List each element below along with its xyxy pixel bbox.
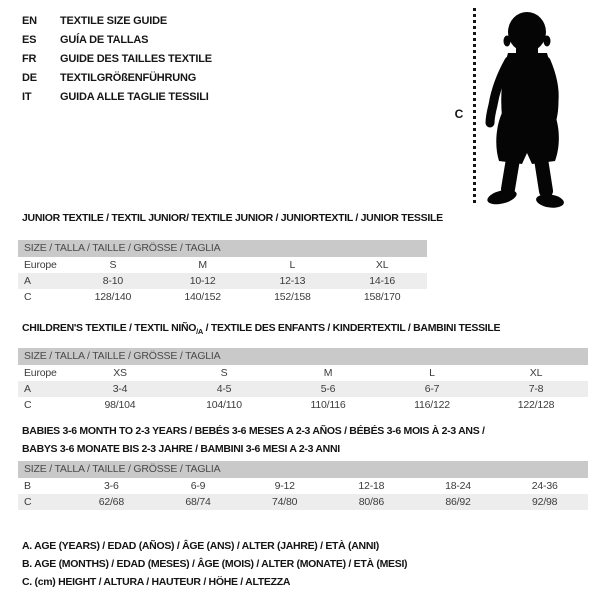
language-code: EN [22,15,37,27]
babies-size-header: SIZE / TALLA / TAILLE / GRÖSSE / TAGLIA [18,461,588,478]
language-code: DE [22,72,37,84]
table-row [18,494,588,510]
language-code: ES [22,34,37,46]
children-title-pre: CHILDREN'S TEXTILE / TEXTIL NIÑO [22,322,197,334]
row-label: C [24,496,32,508]
footnote-height: C. (cm) HEIGHT / ALTURA / HAUTEUR / HÖHE / ALTEZZA [22,576,291,588]
table-row [18,397,588,413]
footnote-age-months: B. AGE (MONTHS) / EDAD (MESES) / ÂGE (MOIS) / ALTER (MONATE) / ETÀ (MESI) [22,558,408,570]
row-label: C [24,399,32,411]
height-cell: 86/92 [445,496,471,508]
table-row [18,273,427,289]
height-cell: 122/128 [517,399,555,411]
row-label: A [24,383,31,395]
size-cell: M [198,259,207,271]
size-cell: XS [113,367,127,379]
height-cell: 128/140 [94,291,132,303]
height-cell: 158/170 [363,291,401,303]
language-row-en [22,12,212,31]
size-cell: L [429,367,435,379]
row-label: Europe [24,367,57,379]
age-cell: 4-5 [216,383,232,395]
age-cell: 3-6 [104,480,119,492]
height-cell: 152/158 [274,291,311,303]
height-cell: 68/74 [185,496,211,508]
age-cell: 7-8 [528,383,544,395]
age-cell: 18-24 [445,480,471,492]
language-title: GUIDE DES TAILLES TEXTILE [60,53,212,65]
height-measure-label: C [454,107,464,121]
junior-size-header: SIZE / TALLA / TAILLE / GRÖSSE / TAGLIA [18,240,427,257]
height-cell: 110/116 [310,399,346,411]
age-cell: 6-7 [424,383,440,395]
babies-table-title-line1: BABIES 3-6 MONTH TO 2-3 YEARS / BEBÉS 3-6 MESES A 2-3 AÑOS / BÉBÉS 3-6 MOIS À 2-3 ANS / [22,425,485,437]
language-title: TEXTILE SIZE GUIDE [60,15,168,27]
junior-table-title: JUNIOR TEXTILE / TEXTIL JUNIOR/ TEXTILE JUNIOR / JUNIORTEXTIL / JUNIOR TESSILE [22,212,443,224]
age-cell: 24-36 [531,480,558,492]
height-cell: 92/98 [532,496,558,508]
row-label: C [24,291,32,303]
size-cell: S [220,367,228,379]
language-title: GUÍA DE TALLAS [60,34,149,46]
height-cell: 80/86 [358,496,384,508]
size-cell: L [289,259,296,271]
age-cell: 6-9 [190,480,206,492]
size-cell: XL [375,259,389,271]
height-cell: 62/68 [98,496,124,508]
height-cell: 104/110 [206,399,242,411]
language-code: IT [22,91,32,103]
row-label: Europe [24,259,57,271]
table-row [18,478,588,494]
footnote-age-years: A. AGE (YEARS) / EDAD (AÑOS) / ÂGE (ANS) / ALTER (JAHRE) / ETÀ (ANNI) [22,540,379,552]
language-title: GUIDA ALLE TAGLIE TESSILI [60,91,209,103]
height-cell: 74/80 [272,496,298,508]
table-row [18,289,427,305]
language-list [22,12,212,107]
language-code: FR [22,53,37,65]
babies-table-title-line2: BABYS 3-6 MONATE BIS 2-3 JAHRE / BAMBINI 3-6 MESI A 2-3 ANNI [22,443,340,455]
age-cell: 5-6 [320,383,336,395]
age-cell: 3-4 [112,383,128,395]
children-title-sub: /A [196,327,204,337]
language-row-es [22,31,212,50]
language-row-it [22,88,212,107]
size-cell: M [323,367,333,379]
height-cell: 98/104 [104,399,136,411]
size-cell: S [109,259,117,271]
row-label: A [24,275,31,287]
row-label: B [24,480,31,492]
table-row [18,365,588,381]
age-cell: 14-16 [369,275,396,287]
table-row [18,257,427,273]
children-title-post: / TEXTILE DES ENFANTS / KINDERTEXTIL / BAMBINI TESSILE [203,322,501,334]
age-cell: 12-13 [279,275,306,287]
table-row [18,381,588,397]
age-cell: 8-10 [102,275,123,287]
height-measure-dashed-line [473,8,476,206]
language-row-de [22,69,212,88]
age-cell: 9-12 [274,480,295,492]
baby-silhouette [482,5,580,209]
height-cell: 116/122 [414,399,450,411]
children-table-title [22,322,500,336]
children-size-header: SIZE / TALLA / TAILLE / GRÖSSE / TAGLIA [18,348,588,365]
age-cell: 12-18 [358,480,385,492]
height-cell: 140/152 [184,291,221,303]
language-title: TEXTILGRÖßENFÜHRUNG [60,72,197,84]
language-row-fr [22,50,212,69]
age-cell: 10-12 [189,275,216,287]
size-cell: XL [529,367,543,379]
